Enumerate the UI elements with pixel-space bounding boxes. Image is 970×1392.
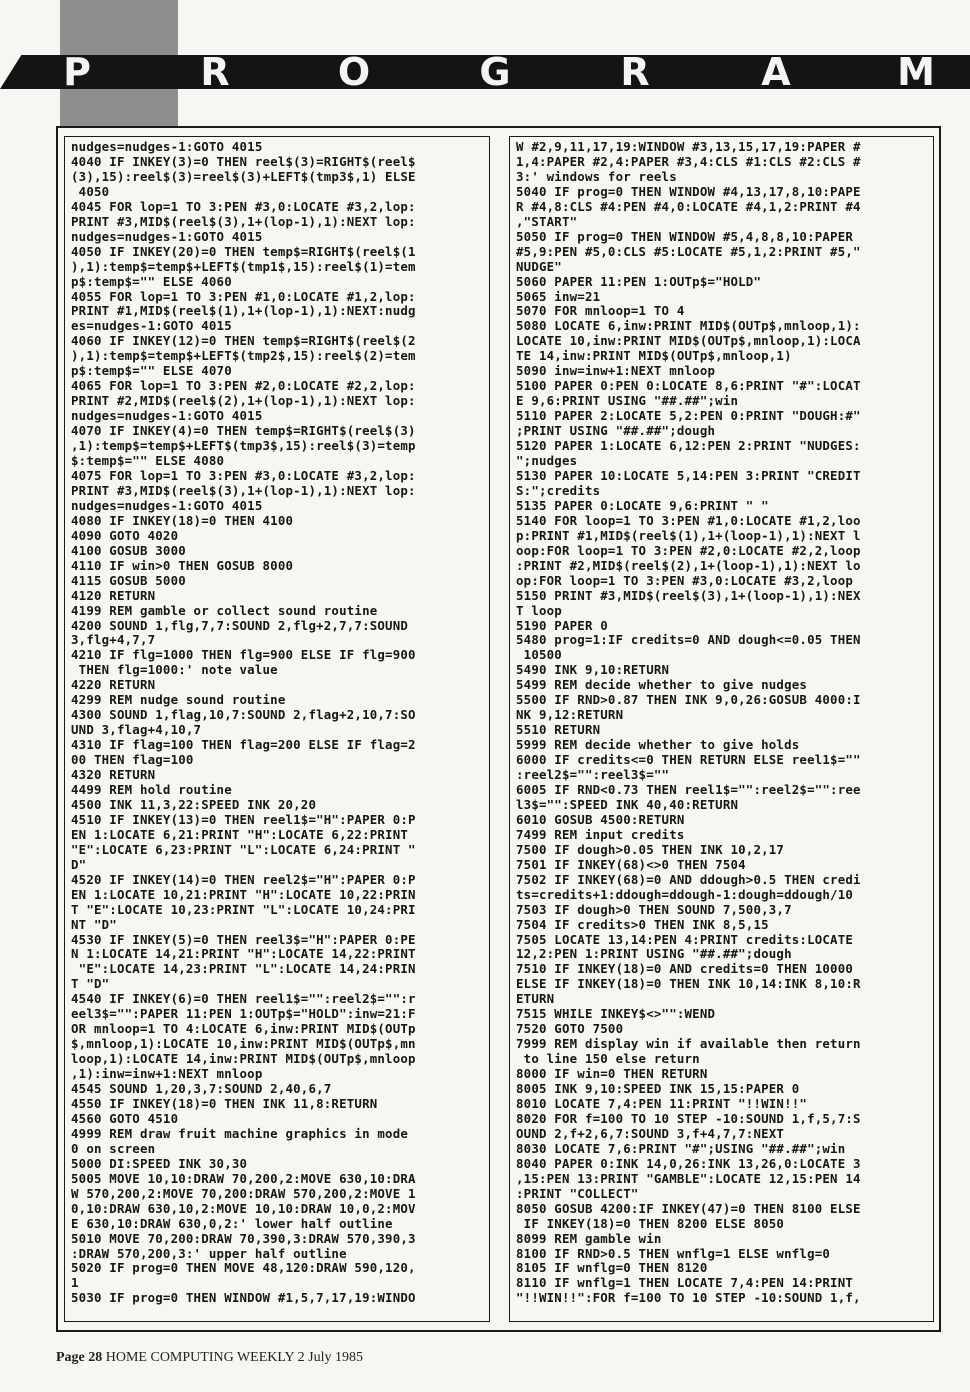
code-line: p$:temp$="" ELSE 4060 bbox=[71, 273, 232, 289]
code-line: (3),15):reel$(3)=reel$(3)+LEFT$(tmp3$,1) ELSE bbox=[71, 168, 416, 184]
code-line: 4090 GOTO 4020 bbox=[71, 527, 179, 543]
banner-letter: A bbox=[761, 50, 791, 94]
code-line: 4500 INK 11,3,22:SPEED INK 20,20 bbox=[71, 796, 317, 812]
code-line: 6000 IF credits<=0 THEN RETURN ELSE reel1$="" bbox=[516, 752, 861, 768]
code-line: 4070 IF INKEY(4)=0 THEN temp$=RIGHT$(reel$(3) bbox=[71, 423, 416, 439]
listing-column-left bbox=[64, 136, 490, 1322]
code-line: 1,4:PAPER #2,4:PAPER #3,4:CLS #1:CLS #2:CLS # bbox=[516, 153, 861, 169]
code-line: 4040 IF INKEY(3)=0 THEN reel$(3)=RIGHT$(reel$ bbox=[71, 153, 416, 169]
code-line: "!!WIN!!":FOR f=100 TO 10 STEP -10:SOUND 1,f, bbox=[516, 1290, 861, 1306]
code-line: ,1):inw=inw+1:NEXT mnloop bbox=[71, 1066, 263, 1082]
code-line: 4050 IF INKEY(20)=0 THEN temp$=RIGHT$(reel$(1 bbox=[71, 243, 416, 259]
code-line: NUDGE" bbox=[516, 258, 562, 274]
code-line: op:FOR loop=1 TO 3:PEN #3,0:LOCATE #3,2,loop bbox=[516, 572, 854, 588]
code-line: 4310 IF flag=100 THEN flag=200 ELSE IF flag=2 bbox=[71, 737, 416, 753]
code-line: 5090 inw=inw+1:NEXT mnloop bbox=[516, 363, 716, 379]
banner-letter: G bbox=[479, 50, 511, 94]
code-line: 6010 GOSUB 4500:RETURN bbox=[516, 811, 685, 827]
code-line: UND 3,flag+4,10,7 bbox=[71, 722, 202, 738]
code-line: 4550 IF INKEY(18)=0 THEN INK 11,8:RETURN bbox=[71, 1096, 378, 1111]
code-line: 4110 IF win>0 THEN GOSUB 8000 bbox=[71, 557, 294, 573]
code-line: 8005 INK 9,10:SPEED INK 15,15:PAPER 0 bbox=[516, 1081, 800, 1097]
code-line: 4560 GOTO 4510 bbox=[71, 1110, 179, 1126]
code-line: ;PRINT USING "##.##";dough bbox=[516, 423, 716, 439]
code-line: 7504 IF credits>0 THEN INK 8,5,15 bbox=[516, 916, 769, 932]
code-line: ELSE IF INKEY(18)=0 THEN INK 10,14:INK 8,10:R bbox=[516, 976, 861, 992]
code-line: ,"START" bbox=[516, 213, 578, 229]
code-line: 5070 FOR mnloop=1 TO 4 bbox=[516, 303, 685, 319]
code-line: l3$="":SPEED INK 40,40:RETURN bbox=[516, 796, 739, 812]
code-line: 0,10:DRAW 630,10,2:MOVE 10,10:DRAW 10,0,2:MOV bbox=[71, 1200, 416, 1216]
code-line: 4530 IF INKEY(5)=0 THEN reel3$="H":PAPER 0:PE bbox=[71, 931, 416, 947]
page-number: Page 28 bbox=[56, 1350, 103, 1365]
code-line: ts=credits+1:ddough=ddough-1:dough=ddough/10 bbox=[516, 886, 854, 902]
code-line: 8030 LOCATE 7,6:PRINT "#";USING "##.##";win bbox=[516, 1140, 846, 1156]
code-line: 5480 prog=1:IF credits=0 AND dough<=0.05 THEN bbox=[516, 632, 861, 648]
code-line: 5080 LOCATE 6,inw:PRINT MID$(OUTp$,mnloop,1): bbox=[516, 318, 861, 334]
code-line: 4200 SOUND 1,flg,7,7:SOUND 2,flg+2,7,7:SOUND bbox=[71, 617, 409, 633]
code-line: D" bbox=[71, 856, 87, 872]
code-line: 4999 REM draw fruit machine graphics in mode bbox=[71, 1125, 409, 1141]
code-line: :reel2$="":reel3$="" bbox=[516, 767, 670, 783]
code-line: 5065 inw=21 bbox=[516, 288, 601, 304]
code-line: 1 bbox=[71, 1275, 79, 1291]
code-line: NT "D" bbox=[71, 916, 117, 932]
code-line: nudges=nudges-1:GOTO 4015 bbox=[71, 139, 263, 154]
code-line: p:PRINT #1,MID$(reel$(1),1+(loop-1),1):NEXT l bbox=[516, 527, 861, 543]
code-line: W #2,9,11,17,19:WINDOW #3,13,15,17,19:PAPER # bbox=[516, 139, 861, 154]
code-line: ";nudges bbox=[516, 453, 578, 469]
code-line: nudges=nudges-1:GOTO 4015 bbox=[71, 408, 263, 424]
code-line: 5110 PAPER 2:LOCATE 5,2:PEN 0:PRINT "DOUGH:#" bbox=[516, 408, 861, 424]
code-line: 10500 bbox=[516, 647, 562, 663]
code-line: T loop bbox=[516, 602, 562, 618]
code-line: 4320 RETURN bbox=[71, 767, 156, 783]
code-line: p$:temp$="" ELSE 4070 bbox=[71, 363, 232, 379]
code-line: 5150 PRINT #3,MID$(reel$(3),1+(loop-1),1):NEX bbox=[516, 587, 861, 603]
code-line: 5140 FOR loop=1 TO 3:PEN #1,0:LOCATE #1,2,loo bbox=[516, 512, 861, 528]
code-line: 4055 FOR lop=1 TO 3:PEN #1,0:LOCATE #1,2,lop: bbox=[71, 288, 416, 304]
code-line: 8000 IF win=0 THEN RETURN bbox=[516, 1066, 708, 1082]
code-line: TE 14,inw:PRINT MID$(OUTp$,mnloop,1) bbox=[516, 348, 792, 364]
code-line: ),1):temp$=temp$+LEFT$(tmp2$,15):reel$(2)=tem bbox=[71, 348, 416, 364]
code-line: #5,9:PEN #5,0:CLS #5:LOCATE #5,1,2:PRINT #5," bbox=[516, 243, 861, 259]
code-line: 5499 REM decide whether to give nudges bbox=[516, 677, 808, 693]
code-line: 7505 LOCATE 13,14:PEN 4:PRINT credits:LOCATE bbox=[516, 931, 854, 947]
code-line: N 1:LOCATE 14,21:PRINT "H":LOCATE 14,22:PRINT bbox=[71, 946, 416, 962]
code-line: 4499 REM hold routine bbox=[71, 781, 232, 797]
code-line: 7500 IF dough>0.05 THEN INK 10,2,17 bbox=[516, 841, 785, 857]
code-line: 8020 FOR f=100 TO 10 STEP -10:SOUND 1,f,5,7:S bbox=[516, 1110, 861, 1126]
code-line: 7999 REM display win if available then return bbox=[516, 1036, 861, 1052]
code-line: 6005 IF RND<0.73 THEN reel1$="":reel2$="":ree bbox=[516, 781, 861, 797]
code-line: 7520 GOTO 7500 bbox=[516, 1021, 624, 1037]
code-line: PRINT #3,MID$(reel$(3),1+(lop-1),1):NEXT lop: bbox=[71, 482, 416, 498]
code-line: 7499 REM input credits bbox=[516, 826, 685, 842]
code-line: 4210 IF flg=1000 THEN flg=900 ELSE IF flg=900 bbox=[71, 647, 416, 663]
code-line: 7510 IF INKEY(18)=0 AND credits=0 THEN 10000 bbox=[516, 961, 854, 977]
code-line: 5040 IF prog=0 THEN WINDOW #4,13,17,8,10:PAPE bbox=[516, 183, 861, 199]
code-line: THEN flg=1000:' note value bbox=[71, 662, 278, 678]
code-line: 4120 RETURN bbox=[71, 587, 156, 603]
code-line: EN 1:LOCATE 6,21:PRINT "H":LOCATE 6,22:PRINT bbox=[71, 826, 409, 842]
code-line: 5030 IF prog=0 THEN WINDOW #1,5,7,17,19:WINDO bbox=[71, 1290, 416, 1306]
code-line: 5500 IF RND>0.87 THEN INK 9,0,26:GOSUB 4000:I bbox=[516, 692, 861, 708]
banner-letter: O bbox=[337, 50, 371, 94]
code-line: 4050 bbox=[71, 183, 110, 199]
code-line: OR mnloop=1 TO 4:LOCATE 6,inw:PRINT MID$(OUTp bbox=[71, 1021, 416, 1037]
code-line: S:";credits bbox=[516, 482, 601, 498]
code-line: 7501 IF INKEY(68)<>0 THEN 7504 bbox=[516, 856, 746, 872]
code-line: NK 9,12:RETURN bbox=[516, 707, 624, 723]
code-line: PRINT #1,MID$(reel$(1),1+(lop-1),1):NEXT:nudg bbox=[71, 303, 416, 319]
code-line: 5135 PAPER 0:LOCATE 9,6:PRINT " " bbox=[516, 497, 769, 513]
code-line: 8110 IF wnflg=1 THEN LOCATE 7,4:PEN 14:PRINT bbox=[516, 1275, 854, 1291]
code-line: :DRAW 570,200,3:' upper half outline bbox=[71, 1245, 347, 1261]
code-line: 3:' windows for reels bbox=[516, 168, 677, 184]
code-line: 5020 IF prog=0 THEN MOVE 48,120:DRAW 590,120, bbox=[71, 1260, 416, 1276]
code-line: IF INKEY(18)=0 THEN 8200 ELSE 8050 bbox=[516, 1215, 785, 1231]
code-line: ETURN bbox=[516, 991, 555, 1007]
code-line: 8040 PAPER 0:INK 14,0,26:INK 13,26,0:LOCATE 3 bbox=[516, 1155, 861, 1171]
banner-letter: R bbox=[200, 50, 230, 94]
code-line: 5060 PAPER 11:PEN 1:OUTp$="HOLD" bbox=[516, 273, 762, 289]
code-line: 4065 FOR lop=1 TO 3:PEN #2,0:LOCATE #2,2,lop: bbox=[71, 378, 416, 394]
code-line: 12,2:PEN 1:PRINT USING "##.##";dough bbox=[516, 946, 792, 962]
issue-date: 2 July 1985 bbox=[297, 1350, 363, 1365]
code-line: to line 150 else return bbox=[516, 1051, 700, 1067]
code-line: oop:FOR loop=1 TO 3:PEN #2,0:LOCATE #2,2,loop bbox=[516, 542, 861, 558]
publication-name: HOME COMPUTING WEEKLY bbox=[105, 1350, 295, 1365]
code-line: "E":LOCATE 14,23:PRINT "L":LOCATE 14,24:PRIN bbox=[71, 961, 416, 977]
code-line: 4510 IF INKEY(13)=0 THEN reel1$="H":PAPER 0:P bbox=[71, 811, 416, 827]
code-line: 4075 FOR lop=1 TO 3:PEN #3,0:LOCATE #3,2,lop: bbox=[71, 467, 416, 483]
code-line: 5050 IF prog=0 THEN WINDOW #5,4,8,8,10:PAPER bbox=[516, 228, 854, 244]
code-line: PRINT #3,MID$(reel$(3),1+(lop-1),1):NEXT lop: bbox=[71, 213, 416, 229]
code-line: :PRINT "COLLECT" bbox=[516, 1185, 639, 1201]
code-line: 5490 INK 9,10:RETURN bbox=[516, 662, 670, 678]
code-line: loop,1):LOCATE 14,inw:PRINT MID$(OUTp$,mnloop bbox=[71, 1051, 416, 1067]
code-line: eel3$="":PAPER 11:PEN 1:OUTp$="HOLD":inw=21:F bbox=[71, 1006, 416, 1022]
code-line: 7515 WHILE INKEY$<>"":WEND bbox=[516, 1006, 716, 1022]
code-line: ,1):temp$=temp$+LEFT$(tmp3$,15):reel$(3)=temp bbox=[71, 438, 416, 454]
code-line: 4060 IF INKEY(12)=0 THEN temp$=RIGHT$(reel$(2 bbox=[71, 333, 416, 349]
code-line: 4545 SOUND 1,20,3,7:SOUND 2,40,6,7 bbox=[71, 1081, 332, 1097]
banner-letter: M bbox=[897, 50, 935, 94]
code-line: 4045 FOR lop=1 TO 3:PEN #3,0:LOCATE #3,2,lop: bbox=[71, 198, 416, 214]
code-line: T "E":LOCATE 10,23:PRINT "L":LOCATE 10,24:PRI bbox=[71, 901, 416, 917]
code-line: EN 1:LOCATE 10,21:PRINT "H":LOCATE 10,22:PRIN bbox=[71, 886, 416, 902]
code-line: 0 on screen bbox=[71, 1140, 156, 1156]
code-line: 5999 REM decide whether to give holds bbox=[516, 737, 800, 753]
banner-letter: P bbox=[63, 50, 91, 94]
code-line: 5010 MOVE 70,200:DRAW 70,390,3:DRAW 570,390,3 bbox=[71, 1230, 416, 1246]
code-line: 3,flg+4,7,7 bbox=[71, 632, 156, 648]
page-footer bbox=[56, 1350, 363, 1366]
code-line: 4520 IF INKEY(14)=0 THEN reel2$="H":PAPER 0:P bbox=[71, 871, 416, 887]
banner-letter: R bbox=[620, 50, 650, 94]
code-line: 00 THEN flag=100 bbox=[71, 752, 194, 768]
code-line: LOCATE 10,inw:PRINT MID$(OUTp$,mnloop,1):LOCA bbox=[516, 333, 861, 349]
code-line: OUND 2,f+2,6,7:SOUND 3,f+4,7,7:NEXT bbox=[516, 1125, 785, 1141]
code-line: 4300 SOUND 1,flag,10,7:SOUND 2,flag+2,10,7:SO bbox=[71, 707, 416, 723]
code-line: 5510 RETURN bbox=[516, 722, 601, 738]
code-line: 5190 PAPER 0 bbox=[516, 617, 608, 633]
code-line: PRINT #2,MID$(reel$(2),1+(lop-1),1):NEXT lop: bbox=[71, 393, 416, 409]
code-line: 4220 RETURN bbox=[71, 677, 156, 693]
code-line: ),1):temp$=temp$+LEFT$(tmp1$,15):reel$(1)=tem bbox=[71, 258, 416, 274]
code-line: 4080 IF INKEY(18)=0 THEN 4100 bbox=[71, 512, 294, 528]
code-line: :PRINT #2,MID$(reel$(2),1+(loop-1),1):NEXT lo bbox=[516, 557, 861, 573]
code-line: 4115 GOSUB 5000 bbox=[71, 572, 186, 588]
code-line: E 9,6:PRINT USING "##.##";win bbox=[516, 393, 739, 409]
code-line: W 570,200,2:MOVE 70,200:DRAW 570,200,2:MOVE 1 bbox=[71, 1185, 416, 1201]
code-line: 5000 DI:SPEED INK 30,30 bbox=[71, 1155, 248, 1171]
listing-column-right bbox=[509, 136, 934, 1322]
code-line: T "D" bbox=[71, 976, 110, 992]
code-line: es=nudges-1:GOTO 4015 bbox=[71, 318, 232, 334]
code-line: 4299 REM nudge sound routine bbox=[71, 692, 286, 708]
code-line: 5130 PAPER 10:LOCATE 5,14:PEN 3:PRINT "CREDIT bbox=[516, 467, 861, 483]
code-line: 8099 REM gamble win bbox=[516, 1230, 662, 1246]
code-line: "E":LOCATE 6,23:PRINT "L":LOCATE 6,24:PRINT " bbox=[71, 841, 416, 857]
code-line: $:temp$="" ELSE 4080 bbox=[71, 453, 225, 469]
code-line: 8100 IF RND>0.5 THEN wnflg=1 ELSE wnflg=0 bbox=[516, 1245, 831, 1261]
code-line: ,15:PEN 13:PRINT "GAMBLE":LOCATE 12,15:PEN 14 bbox=[516, 1170, 861, 1186]
code-line: 8050 GOSUB 4200:IF INKEY(47)=0 THEN 8100 ELSE bbox=[516, 1200, 861, 1216]
code-line: 8105 IF wnflg=0 THEN 8120 bbox=[516, 1260, 708, 1276]
code-line: 4199 REM gamble or collect sound routine bbox=[71, 602, 378, 618]
code-line: nudges=nudges-1:GOTO 4015 bbox=[71, 228, 263, 244]
code-line: 5005 MOVE 10,10:DRAW 70,200,2:MOVE 630,10:DRA bbox=[71, 1170, 416, 1186]
code-line: 5100 PAPER 0:PEN 0:LOCATE 8,6:PRINT "#":LOCAT bbox=[516, 378, 861, 394]
code-line: 5120 PAPER 1:LOCATE 6,12:PEN 2:PRINT "NUDGES: bbox=[516, 438, 861, 454]
code-line: nudges=nudges-1:GOTO 4015 bbox=[71, 497, 263, 513]
code-line: 4540 IF INKEY(6)=0 THEN reel1$="":reel2$="":r bbox=[71, 991, 416, 1007]
code-line: E 630,10:DRAW 630,0,2:' lower half outline bbox=[71, 1215, 393, 1231]
code-line: $,mnloop,1):LOCATE 10,inw:PRINT MID$(OUTp$,mn bbox=[71, 1036, 416, 1052]
code-line: R #4,8:CLS #4:PEN #4,0:LOCATE #4,1,2:PRINT #4 bbox=[516, 198, 861, 214]
code-line: 4100 GOSUB 3000 bbox=[71, 542, 186, 558]
code-line: 7503 IF dough>0 THEN SOUND 7,500,3,7 bbox=[516, 901, 792, 917]
code-line: 8010 LOCATE 7,4:PEN 11:PRINT "!!WIN!!" bbox=[516, 1096, 808, 1111]
code-line: 7502 IF INKEY(68)=0 AND ddough>0.5 THEN credi bbox=[516, 871, 861, 887]
